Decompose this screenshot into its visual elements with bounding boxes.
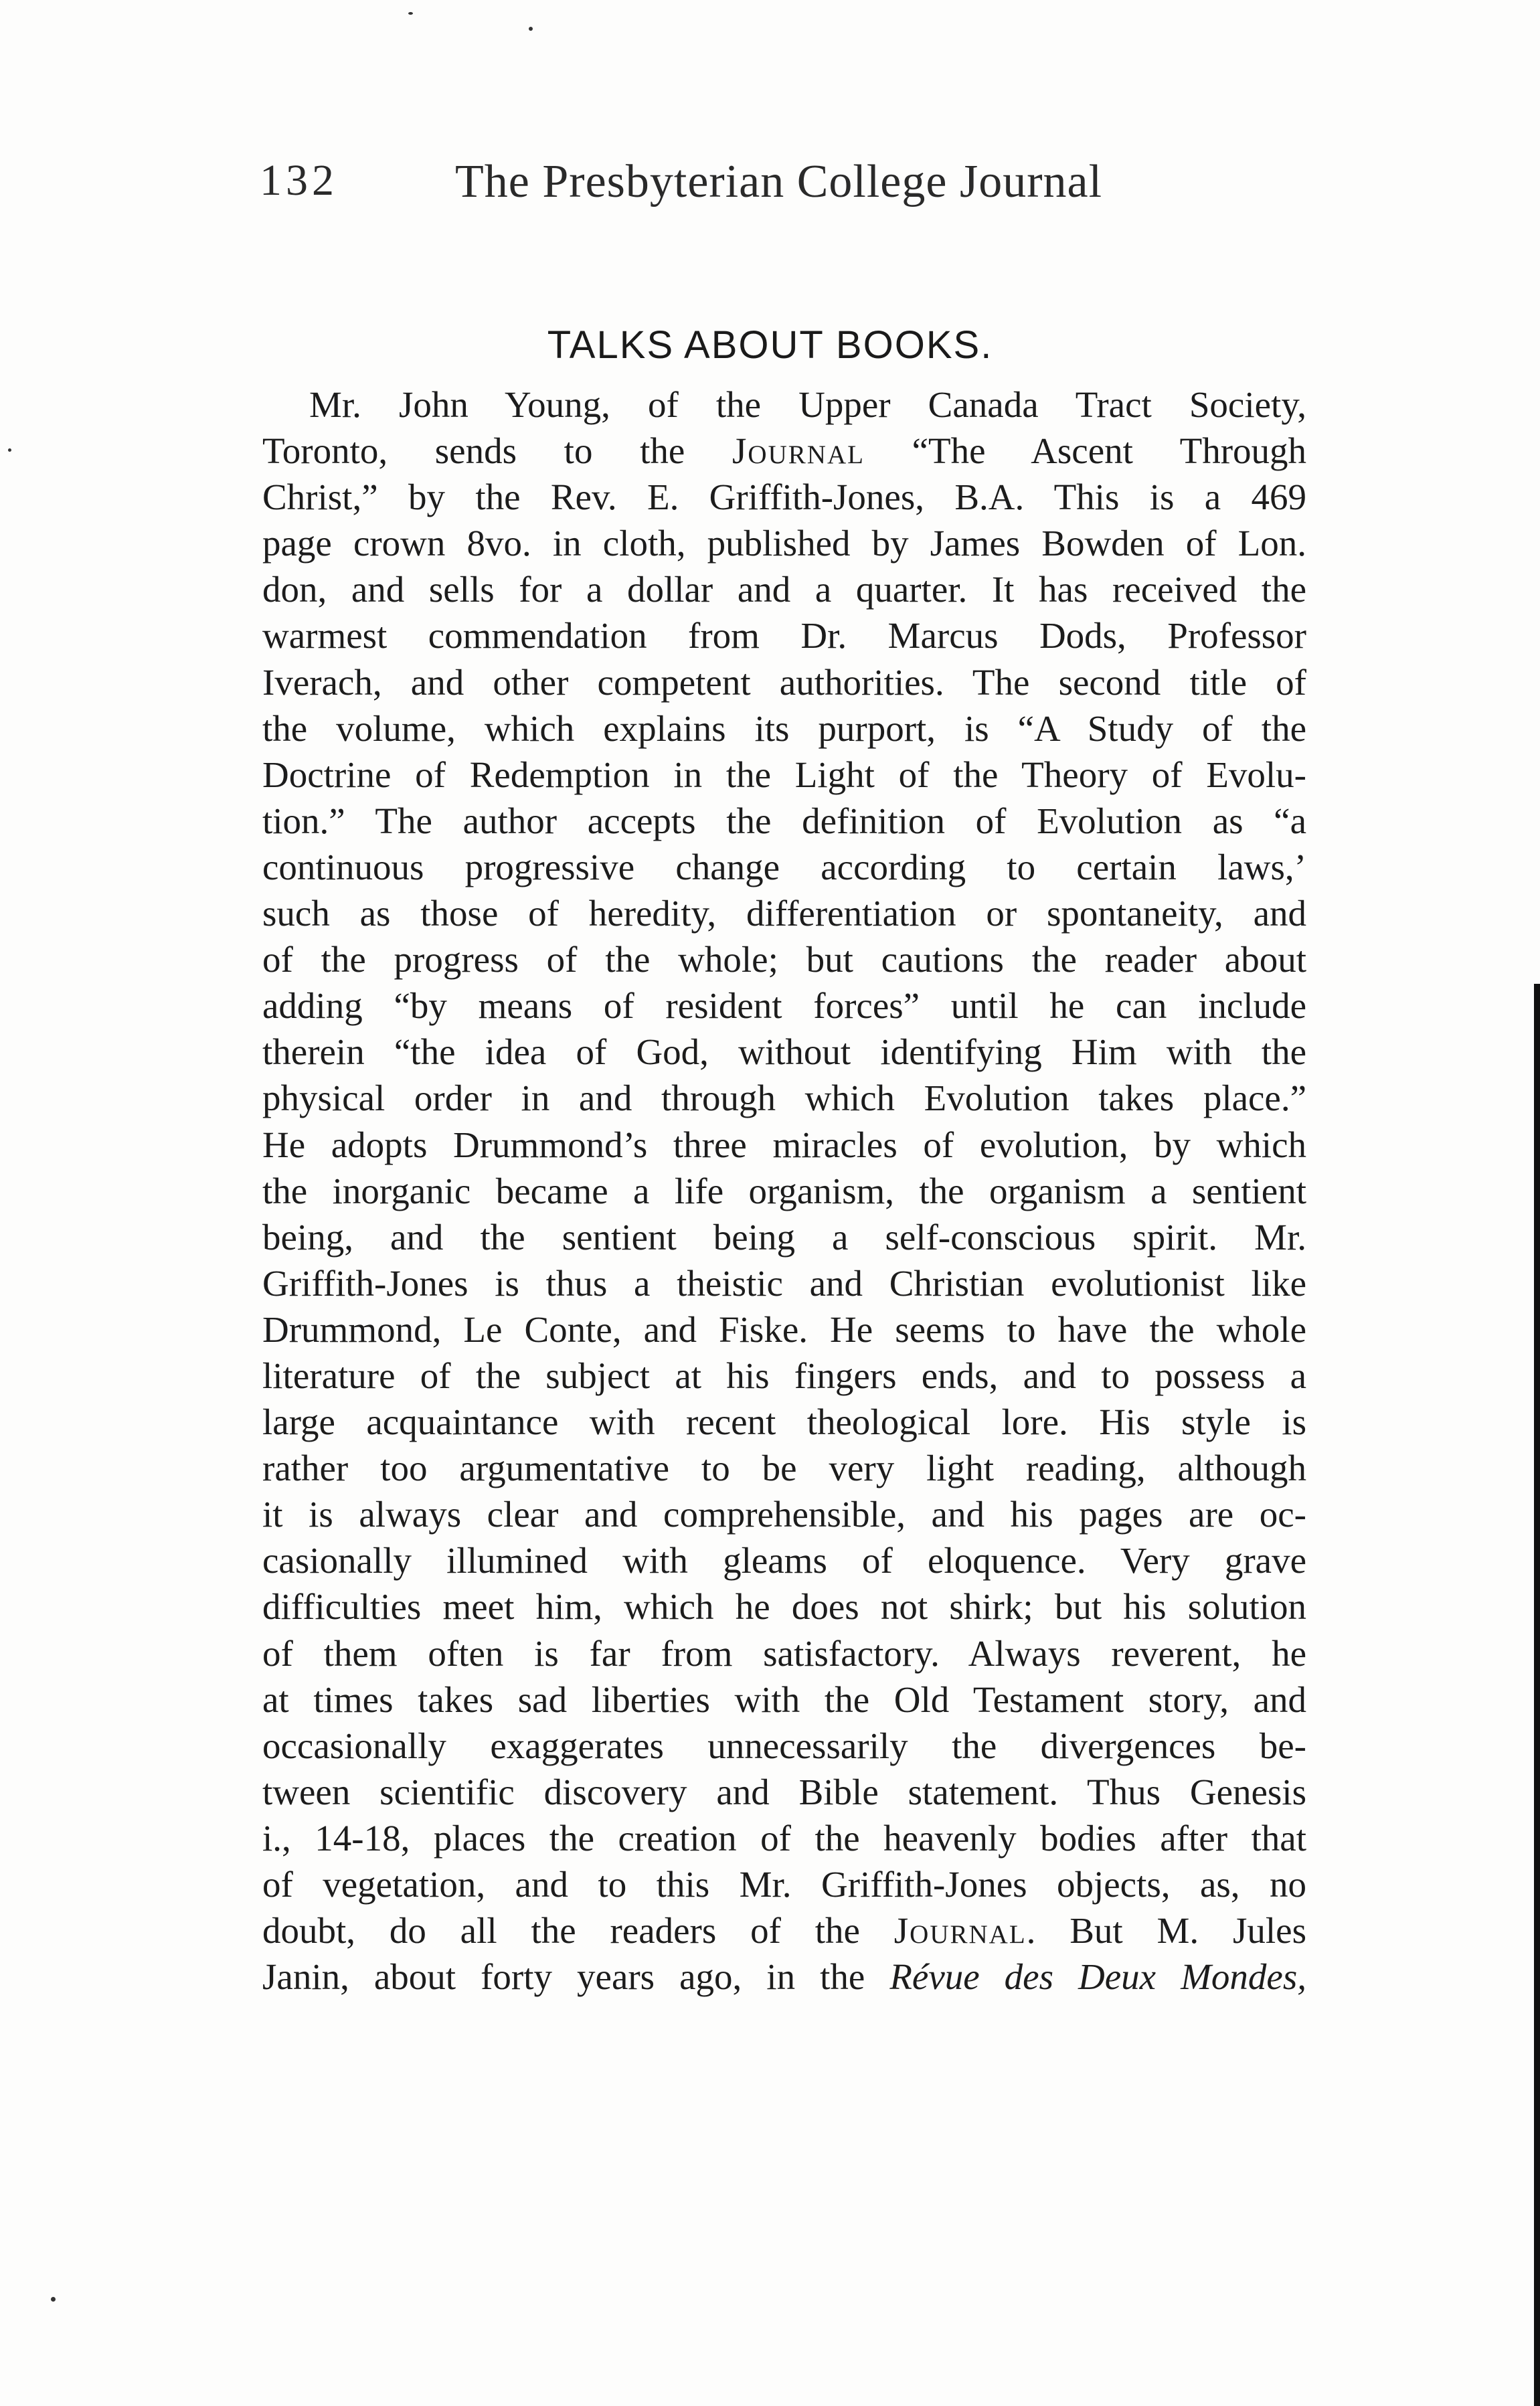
text-line: at times takes sad liberties with the Old Testament story, and [262,1679,1306,1720]
text-line: Doctrine of Redemption in the Light of the Theory of Evolu- [262,754,1306,795]
text-segment: Janin, about forty years ago, in the [262,1956,890,1998]
text-line: tion.” The author accepts the definition of Evolution as “a [262,800,1306,841]
text-line: Drummond, Le Conte, and Fiske. He seems to have the whole [262,1308,1306,1350]
text-line: being, and the sentient being a self-conscious spirit. Mr. [262,1216,1306,1258]
page-number: 132 [260,156,338,205]
journal-name: Journal [893,1910,1027,1952]
text-line: He adopts Drummond’s three miracles of evolution, by which [262,1124,1306,1165]
scan-speck [408,12,413,15]
text-line [262,428,1306,474]
text-line: page crown 8vo. in cloth, published by James Bowden of Lon. [262,523,1306,564]
text-line: the volume, which explains its purport, is “A Study of the [262,707,1306,749]
text-line: Mr. John Young, of the Upper Canada Tract Society, [309,384,1306,425]
text-line: Christ,” by the Rev. E. Griffith-Jones, B.A. This is a 469 [262,477,1306,518]
journal-name: Journal [732,430,865,472]
text-segment: Toronto, sends to the [262,430,733,472]
text-line [262,1907,1306,1954]
journal-title: The Presbyterian College Journal [455,156,1103,207]
text-line: Griffith-Jones is thus a theistic and Christian evolutionist like [262,1262,1306,1304]
text-line: Iverach, and other competent authorities. The second title of [262,661,1306,703]
periodical-title: Révue des Deux Mondes, [889,1956,1306,1998]
text-line: casionally illumined with gleams of eloquence. Very grave [262,1540,1306,1581]
article-title: TALKS ABOUT BOOKS. [547,323,993,367]
text-line: continuous progressive change according to certain laws,’ [262,846,1306,887]
text-line: tween scientific discovery and Bible statement. Thus Genesis [262,1771,1306,1812]
text-line: physical order in and through which Evolution takes place.” [262,1078,1306,1119]
text-line: therein “the idea of God, without identifying Him with the [262,1031,1306,1073]
scan-speck [529,27,533,31]
text-segment: “The Ascent Through [864,430,1306,472]
text-line: large acquaintance with recent theological lore. His style is [262,1401,1306,1443]
text-line [262,1954,1306,2000]
text-line: don, and sells for a dollar and a quarter. It has received the [262,569,1306,610]
scan-speck [8,448,11,452]
running-head [260,155,1304,216]
text-line: occasionally exaggerates unnecessarily the divergences be- [262,1725,1306,1766]
text-line: such as those of heredity, differentiation or spontaneity, and [262,893,1306,934]
text-line: the inorganic became a life organism, the organism a sentient [262,1170,1306,1211]
text-line: literature of the subject at his fingers ends, and to possess a [262,1355,1306,1396]
scan-edge-shadow [1534,984,1540,2406]
text-line: it is always clear and comprehensible, and his pages are oc- [262,1494,1306,1535]
text-segment: . But M. Jules [1026,1910,1306,1952]
scan-speck [51,2297,56,2302]
text-line: of them often is far from satisfactory. Always reverent, he [262,1632,1306,1674]
text-line: warmest commendation from Dr. Marcus Dods, Professor [262,615,1306,657]
text-line: rather too argumentative to be very light reading, although [262,1448,1306,1489]
text-line: of the progress of the whole; but cautions the reader about [262,939,1306,980]
text-line: of vegetation, and to this Mr. Griffith-Jones objects, as, no [262,1864,1306,1905]
text-line: adding “by means of resident forces” until he can include [262,985,1306,1027]
text-segment: doubt, do all the readers of the [262,1910,894,1952]
article-body [262,381,1306,2000]
text-line: i., 14-18, places the creation of the heavenly bodies after that [262,1817,1306,1859]
text-line: difficulties meet him, which he does not shirk; but his solution [262,1586,1306,1628]
